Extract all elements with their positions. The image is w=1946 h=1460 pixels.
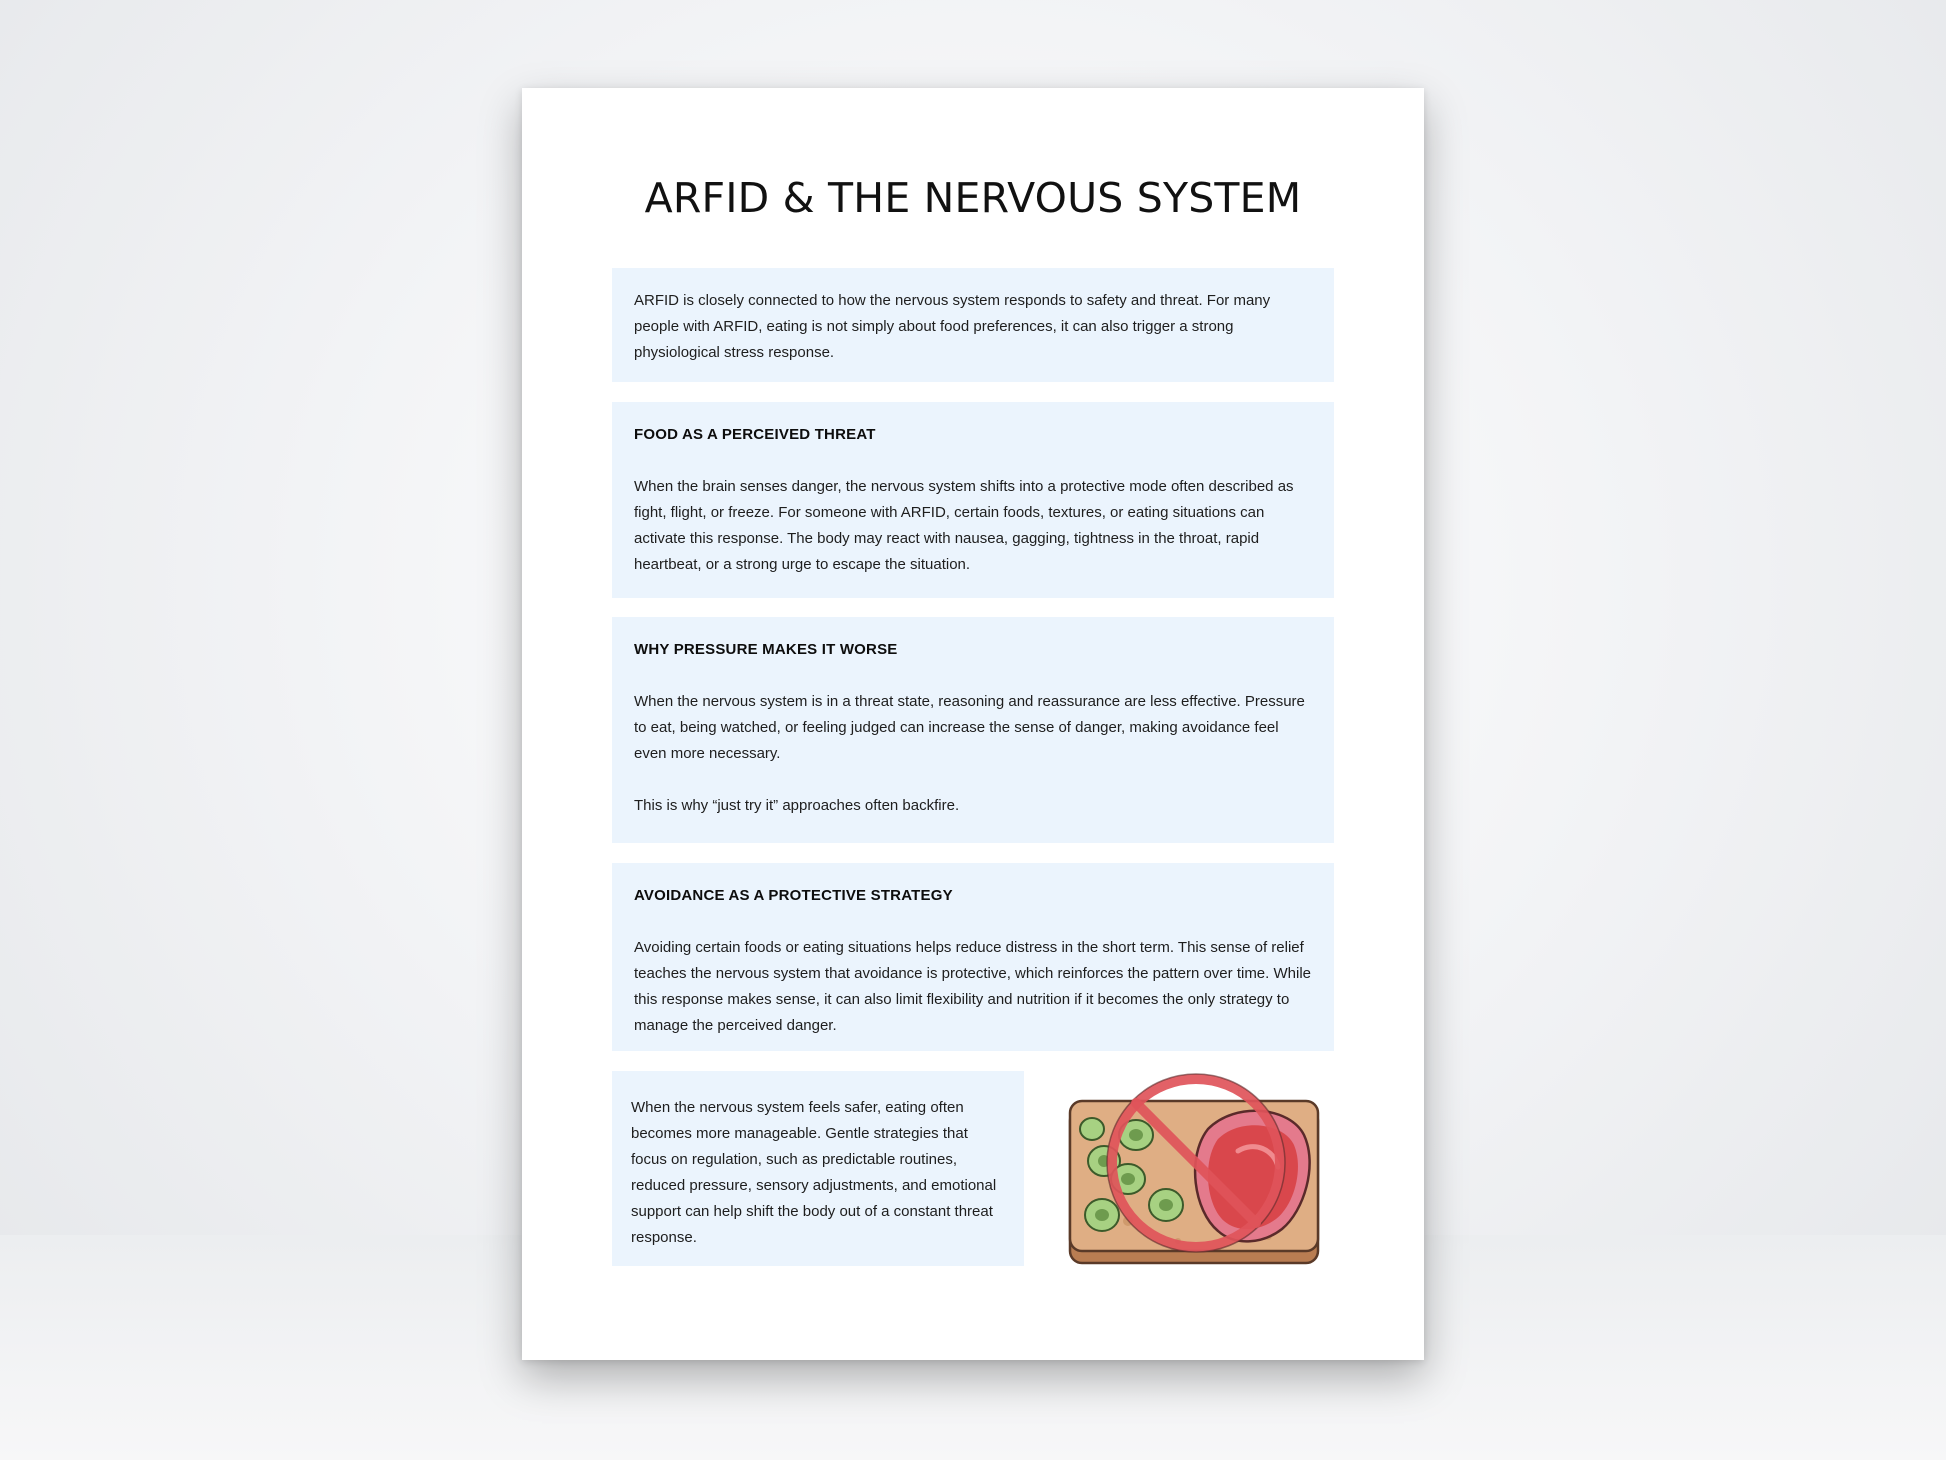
section-pressure [612, 617, 1334, 843]
section-heading: AVOIDANCE AS A PROTECTIVE STRATEGY [634, 887, 953, 904]
section-paragraph: This is why “just try it” approaches often backfire. [634, 797, 960, 814]
intro-box [612, 268, 1334, 382]
section-avoidance [612, 863, 1334, 1051]
closing-box [612, 1071, 1024, 1266]
section-food-threat [612, 402, 1334, 598]
section-paragraph: When the nervous system is in a threat state, reasoning and reassurance are less effective. Pressure to eat, being watched, or feeling judged can increase the sense of danger, making avoidance feel even more necessary. [634, 693, 1305, 762]
section-paragraph: Avoiding certain foods or eating situations helps reduce distress in the short term. This sense of relief teaches the nervous system that avoidance is protective, which reinforces the pattern over time. While this response makes sense, it can also limit flexibility and nutrition if it becomes the only strategy to manage the perceived danger. [634, 939, 1311, 1034]
section-heading: WHY PRESSURE MAKES IT WORSE [634, 641, 898, 658]
page-title: ARFID & THE NERVOUS SYSTEM [644, 174, 1302, 222]
intro-text: ARFID is closely connected to how the nervous system responds to safety and threat. For many people with ARFID, eating is not simply about food preferences, it can also trigger a strong physiological stress response. [634, 292, 1271, 361]
no-food-icon [1068, 1071, 1324, 1267]
section-paragraph: When the brain senses danger, the nervous system shifts into a protective mode often described as fight, flight, or freeze. For someone with ARFID, certain foods, textures, or eating situations can activate this response. The body may react with nausea, gagging, tightness in the throat, rapid heartbeat, or a strong urge to escape the situation. [634, 478, 1294, 573]
section-heading: FOOD AS A PERCEIVED THREAT [634, 426, 876, 443]
closing-text: When the nervous system feels safer, eating often becomes more manageable. Gentle strategies that focus on regulation, such as predictable routines, reduced pressure, sensory adjustments, and emotional support can help shift the body out of a constant threat response. [631, 1099, 997, 1246]
document-page [522, 88, 1424, 1360]
